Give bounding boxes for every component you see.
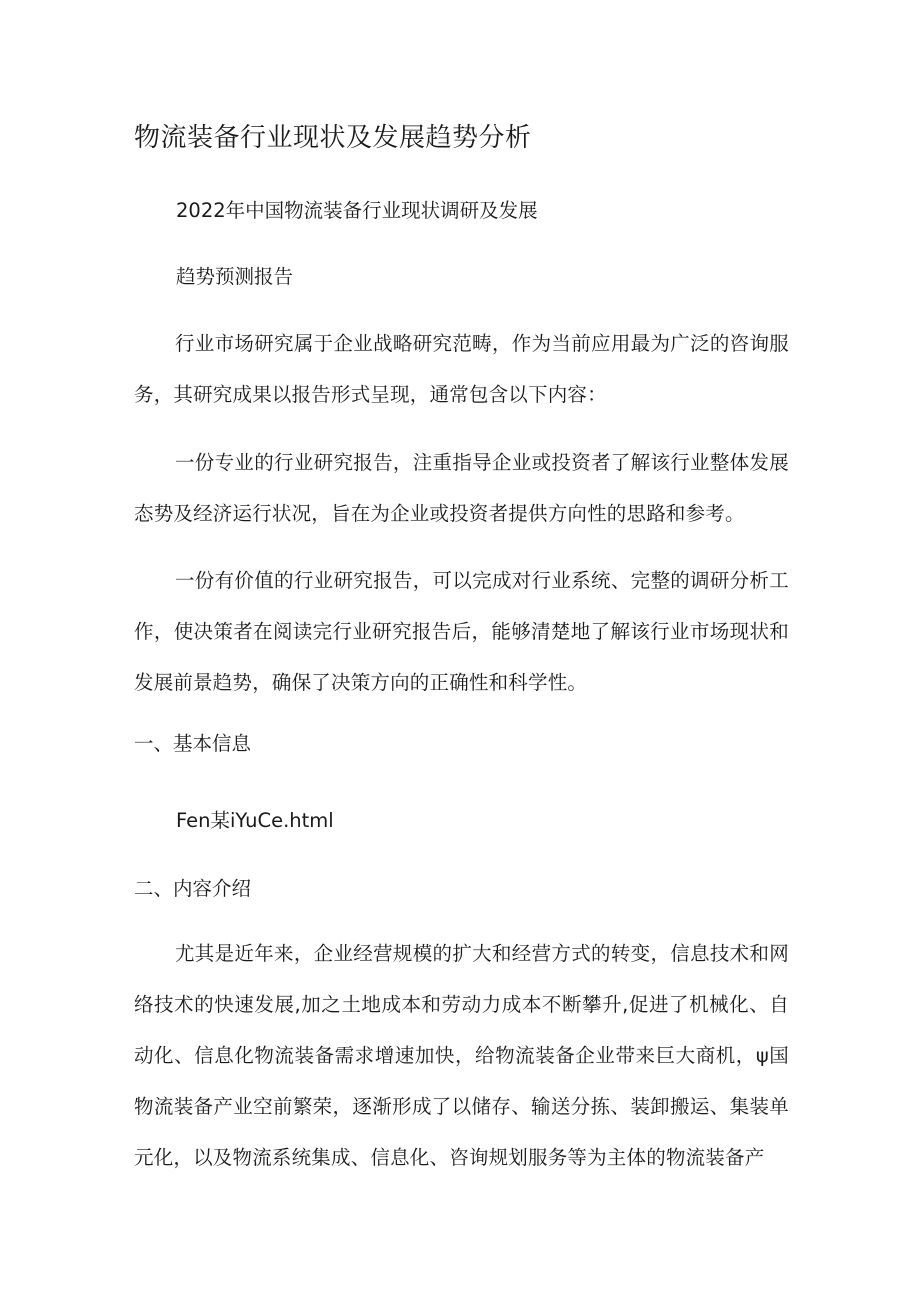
content-intro-paragraph: 尤其是近年来，企业经营规模的扩大和经营方式的转变，信息技术和网络技术的快速发展,加之土地成本和劳动力成本不断攀升,促进了机械化、自动化、信息化物流装备需求增速加快，给物流装备企业带来巨大商机，ψ国物流装备产业空前繁荣，逐渐形成了以储存、输送分拣、装卸搬运、集装单元化，以及物流系统集成、信息化、咨询规划服务等为主体的物流装备产 [134,942,789,1169]
document-title: 物流装备行业现状及发展趋势分析 [134,123,532,153]
section-heading-basic-info: 一、基本信息 [134,732,252,755]
section-heading-content-intro: 二、内容介绍 [134,877,252,900]
paragraph-valuable-report: 一份有价值的行业研究报告，可以完成对行业系统、完整的调研分析工作，使决策者在阅读完行业研究报告后，能够清楚地了解该行业市场现状和发展前景趋势，确保了决策方向的正确性和科学性。 [134,569,789,694]
intro-paragraph: 行业市场研究属于企业战略研究范畴，作为当前应用最为广泛的咨询服务，其研究成果以报告形式呈现，通常包含以下内容： [134,332,789,406]
report-subtitle-line-2: 趋势预测报告 [176,265,294,288]
report-subtitle-line-1: 2022年中国物流装备行业现状调研及发展 [176,199,538,222]
paragraph-professional-report: 一份专业的行业研究报告，注重指导企业或投资者了解该行业整体发展态势及经济运行状况，旨在为企业或投资者提供方向性的思路和参考。 [134,451,789,525]
basic-info-filename: Fen某iYuCe.html [176,809,334,832]
